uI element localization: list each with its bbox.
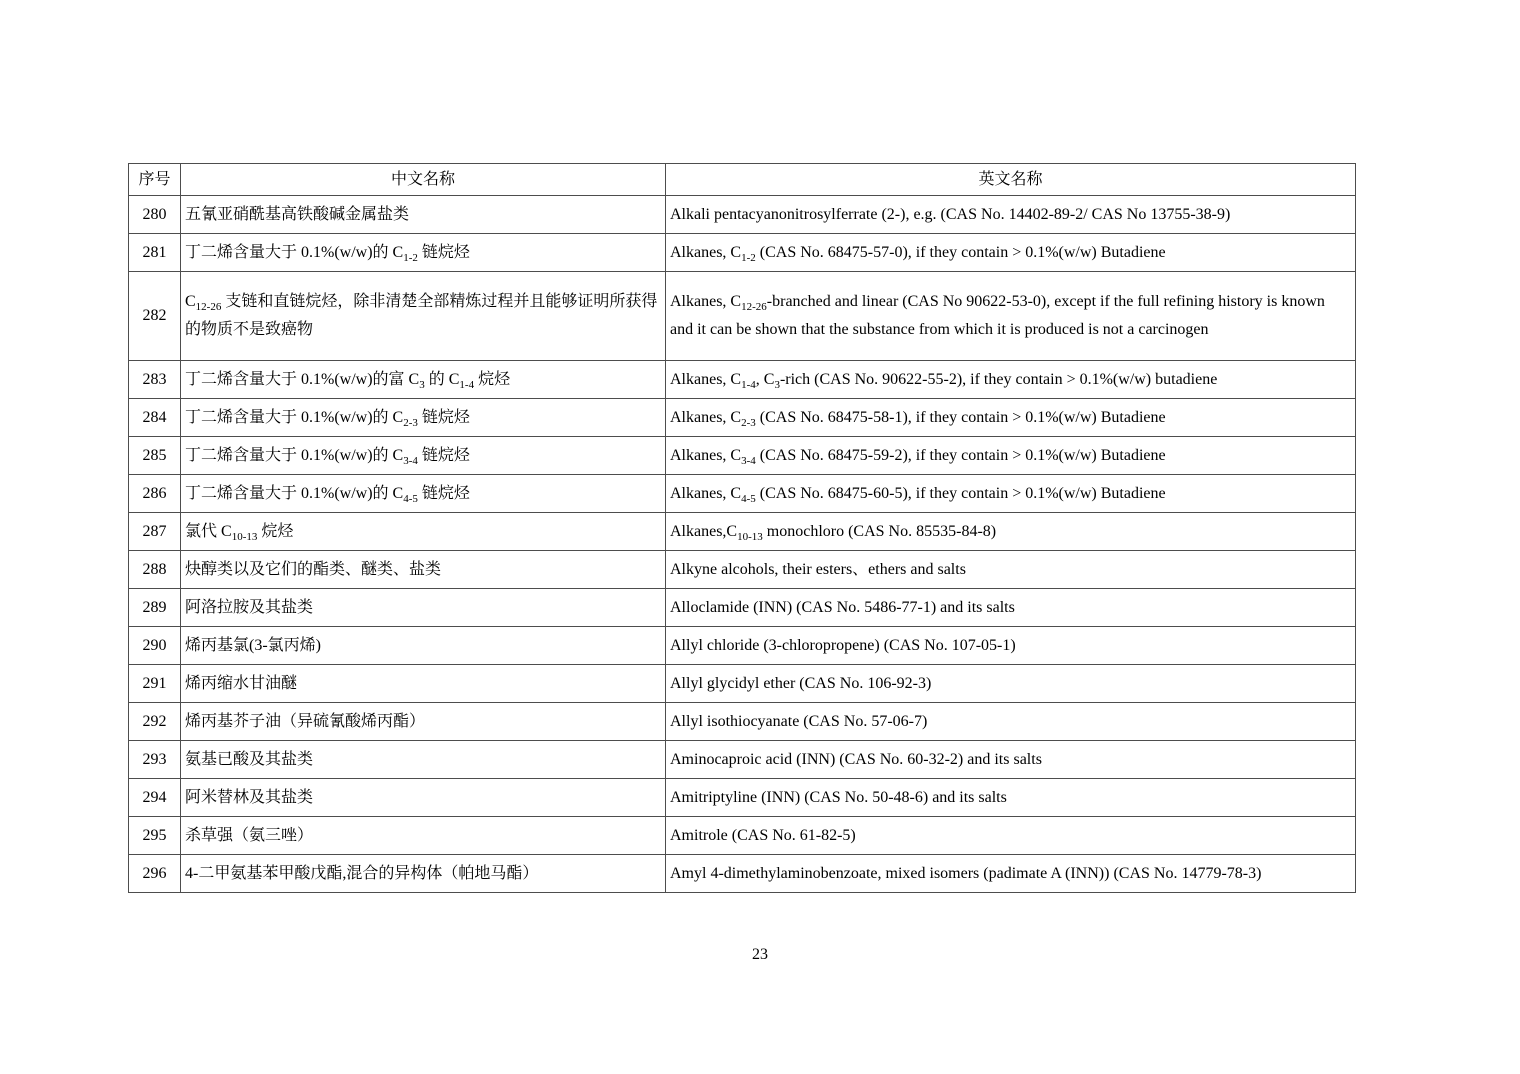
table-row [129, 779, 1356, 817]
chemicals-table [128, 163, 1356, 893]
cell-serial-number: 281 [129, 234, 181, 272]
header-english-name: 英文名称 [666, 164, 1356, 196]
cell-english-name: Alkanes, $C_{2-3}$ (CAS No. 68475-58-1), if they contain > 0.1%(w/w) Butadiene [666, 399, 1356, 437]
table-header-row [129, 164, 1356, 196]
table-row [129, 855, 1356, 893]
cell-chinese-name: 阿米替林及其盐类 [181, 779, 666, 817]
cell-chinese-name: 烯丙基芥子油（异硫氰酸烯丙酯） [181, 703, 666, 741]
cell-english-name: Aminocaproic acid (INN) (CAS No. 60-32-2) and its salts [666, 741, 1356, 779]
cell-serial-number: 280 [129, 196, 181, 234]
table-row [129, 589, 1356, 627]
table-row [129, 703, 1356, 741]
cell-english-name: Alkanes, $C_{3-4}$ (CAS No. 68475-59-2), if they contain > 0.1%(w/w) Butadiene [666, 437, 1356, 475]
cell-chinese-name: 杀草强（氨三唑） [181, 817, 666, 855]
cell-english-name: Amitrole (CAS No. 61-82-5) [666, 817, 1356, 855]
cell-english-name: $Alkanes,C_{10-13}$ monochloro (CAS No. 85535-84-8) [666, 513, 1356, 551]
cell-chinese-name: 烯丙基氯(3-氯丙烯) [181, 627, 666, 665]
cell-serial-number: 289 [129, 589, 181, 627]
cell-chinese-name: 阿洛拉胺及其盐类 [181, 589, 666, 627]
cell-serial-number: 282 [129, 272, 181, 361]
cell-chinese-name: 丁二烯含量大于 0.1%(w/w)的 $C_{2-3}$ 链烷烃 [181, 399, 666, 437]
cell-serial-number: 288 [129, 551, 181, 589]
header-chinese-name: 中文名称 [181, 164, 666, 196]
cell-chinese-name: 丁二烯含量大于 0.1%(w/w)的 $C_{1-2}$ 链烷烃 [181, 234, 666, 272]
cell-english-name: Amyl 4-dimethylaminobenzoate, mixed isomers (padimate A (INN)) (CAS No. 14779-78-3) [666, 855, 1356, 893]
header-serial-number: 序号 [129, 164, 181, 196]
cell-serial-number: 286 [129, 475, 181, 513]
cell-english-name: Alkyne alcohols, their esters、ethers and salts [666, 551, 1356, 589]
cell-chinese-name: 炔醇类以及它们的酯类、醚类、盐类 [181, 551, 666, 589]
cell-serial-number: 291 [129, 665, 181, 703]
table-row [129, 551, 1356, 589]
table-row [129, 196, 1356, 234]
cell-chinese-name: 丁二烯含量大于 0.1%(w/w)的富 $C_3$ 的 $C_{1-4}$ 烷烃 [181, 361, 666, 399]
cell-english-name: Alkanes, $C_{4-5}$ (CAS No. 68475-60-5), if they contain > 0.1%(w/w) Butadiene [666, 475, 1356, 513]
cell-chinese-name: 丁二烯含量大于 0.1%(w/w)的 $C_{3-4}$ 链烷烃 [181, 437, 666, 475]
cell-english-name: Amitriptyline (INN) (CAS No. 50-48-6) and its salts [666, 779, 1356, 817]
table-body [129, 196, 1356, 893]
cell-chinese-name: 丁二烯含量大于 0.1%(w/w)的 $C_{4-5}$ 链烷烃 [181, 475, 666, 513]
cell-serial-number: 296 [129, 855, 181, 893]
cell-chinese-name: 氯代 $C_{10-13}$ 烷烃 [181, 513, 666, 551]
cell-english-name: Alloclamide (INN) (CAS No. 5486-77-1) and its salts [666, 589, 1356, 627]
cell-english-name: Alkanes, $C_{1-2}$ (CAS No. 68475-57-0), if they contain > 0.1%(w/w) Butadiene [666, 234, 1356, 272]
cell-english-name: Alkanes, $C_{1-4}$, $C_3$-rich (CAS No. 90622-55-2), if they contain > 0.1%(w/w) butadiene [666, 361, 1356, 399]
table-row [129, 437, 1356, 475]
cell-serial-number: 292 [129, 703, 181, 741]
table-row [129, 627, 1356, 665]
table-row [129, 741, 1356, 779]
cell-english-name: Allyl glycidyl ether (CAS No. 106-92-3) [666, 665, 1356, 703]
cell-english-name: Allyl isothiocyanate (CAS No. 57-06-7) [666, 703, 1356, 741]
cell-english-name: Alkanes, $C_{12-26}$-branched and linear (CAS No 90622-53-0), except if the full refining history is known and it can be shown that the substance from which it is produced is not a carcinogen [666, 272, 1356, 361]
cell-english-name: Alkali pentacyanonitrosylferrate (2-), e.g. (CAS No. 14402-89-2/ CAS No 13755-38-9) [666, 196, 1356, 234]
cell-serial-number: 290 [129, 627, 181, 665]
table-row [129, 475, 1356, 513]
table-row [129, 817, 1356, 855]
page-number: 23 [752, 946, 768, 963]
table-row [129, 665, 1356, 703]
table-row [129, 399, 1356, 437]
cell-serial-number: 284 [129, 399, 181, 437]
cell-chinese-name: 五氰亚硝酰基高铁酸碱金属盐类 [181, 196, 666, 234]
cell-serial-number: 285 [129, 437, 181, 475]
cell-chinese-name: $C_{12-26}$ 支链和直链烷烃，除非清楚全部精炼过程并且能够证明所获得的物质不是致癌物 [181, 272, 666, 361]
cell-english-name: Allyl chloride (3-chloropropene) (CAS No. 107-05-1) [666, 627, 1356, 665]
cell-serial-number: 293 [129, 741, 181, 779]
table-row [129, 361, 1356, 399]
table-row [129, 234, 1356, 272]
cell-serial-number: 287 [129, 513, 181, 551]
cell-chinese-name: 氨基已酸及其盐类 [181, 741, 666, 779]
cell-chinese-name: 4-二甲氨基苯甲酸戊酯,混合的异构体（帕地马酯） [181, 855, 666, 893]
table-row [129, 513, 1356, 551]
cell-serial-number: 283 [129, 361, 181, 399]
table-row [129, 272, 1356, 361]
cell-chinese-name: 烯丙缩水甘油醚 [181, 665, 666, 703]
cell-serial-number: 295 [129, 817, 181, 855]
cell-serial-number: 294 [129, 779, 181, 817]
